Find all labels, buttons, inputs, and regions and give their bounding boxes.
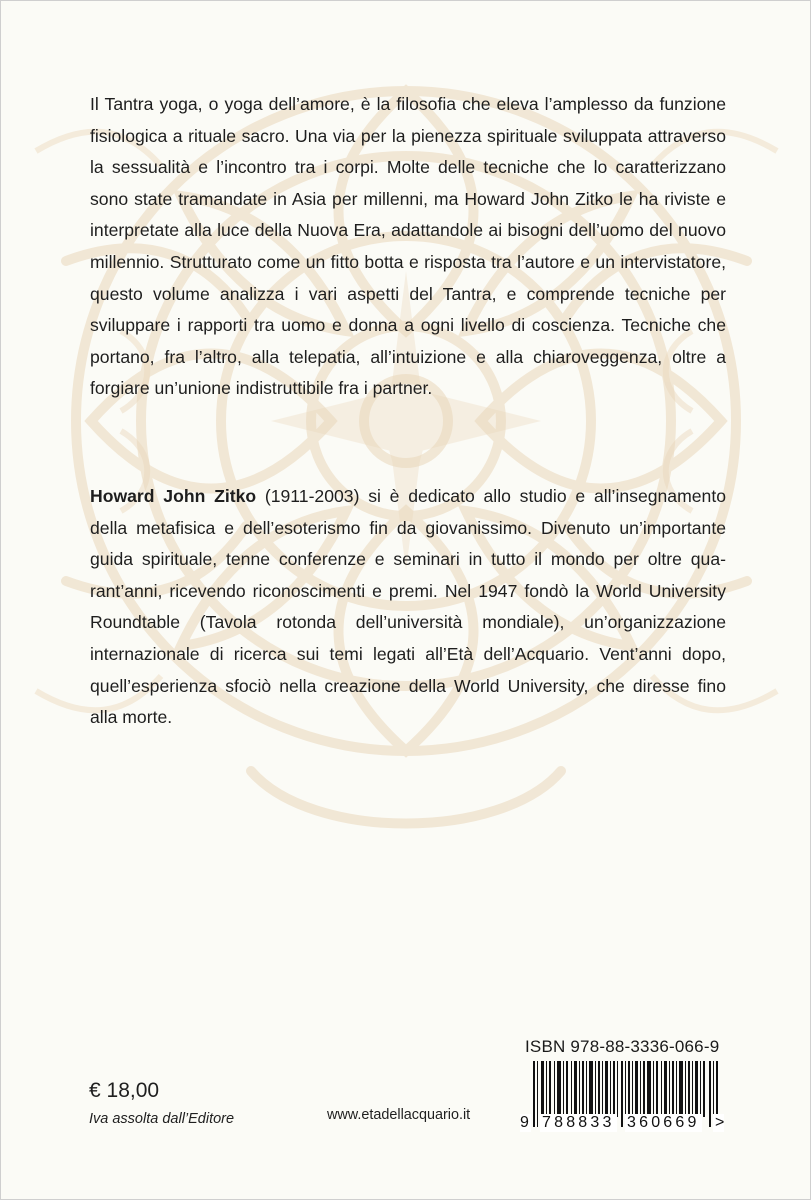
book-summary bbox=[90, 89, 726, 405]
author-biography bbox=[90, 481, 726, 734]
isbn-label: ISBN 978-88-3336-066-9 bbox=[525, 1037, 720, 1056]
author-name: Howard John Zitko bbox=[90, 486, 257, 506]
book-price: € 18,00 bbox=[89, 1079, 160, 1102]
price-block bbox=[89, 1079, 234, 1128]
barcode-digit-group-1: 788833 bbox=[542, 1114, 615, 1131]
barcode-lead-digit: 9 bbox=[520, 1114, 529, 1131]
author-bio-paragraph bbox=[90, 481, 726, 734]
vat-note: Iva assolta dall’Editore bbox=[89, 1111, 235, 1127]
barcode-digits bbox=[520, 1114, 730, 1138]
barcode-end-marker: > bbox=[715, 1114, 725, 1131]
barcode-digit-group-2: 360669 bbox=[627, 1114, 700, 1131]
author-bio-text: (1911-2003) si è dedicato allo studio e all’insegnamento della metafisica e dell’esoterismo fin da giovanissimo. Divenuto un’importante guida spirituale, tenne conferenze e seminari in tutto il mondo per oltre quarant’anni, ricevendo riconoscimenti e premi. Nel 1947 fondò la World University Roundtable (Tavola rotonda dell’università mondiale), un’organizzazione internazionale di ricerca sui temi legati all’Età dell’Acquario. Vent’anni dopo, quell’esperienza sfociò nella creazione della World University, che diresse fino alla morte. bbox=[90, 486, 726, 728]
publisher-website: www.etadellacquario.it bbox=[327, 1107, 471, 1123]
summary-paragraph: Il Tantra yoga, o yoga dell’amore, è la filosofia che eleva l’amplesso da funzione fisiologica a rituale sacro. Una via per la pienezza spirituale sviluppata attraverso la sessualità e l’incontro tra i corpi. Molte delle tecniche che lo caratterizzano sono state tramandate in Asia per millenni, ma Howard John Zitko le ha riviste e interpretate alla luce della Nuova Era, adattandole ai bisogni dell’uomo del nuovo millennio. Strutturato come un fitto botta e risposta tra l’autore e un intervistatore, questo volume analizza i vari aspetti del Tantra, e comprende tecniche per sviluppare i rapporti tra uomo e donna a ogni livello di coscienza. Tecniche che portano, fra l’altro, alla telepatia, all’intuizione e alla chiaroveggenza, oltre a forgiare un’unione indistruttibile fra i partner. bbox=[90, 94, 726, 399]
